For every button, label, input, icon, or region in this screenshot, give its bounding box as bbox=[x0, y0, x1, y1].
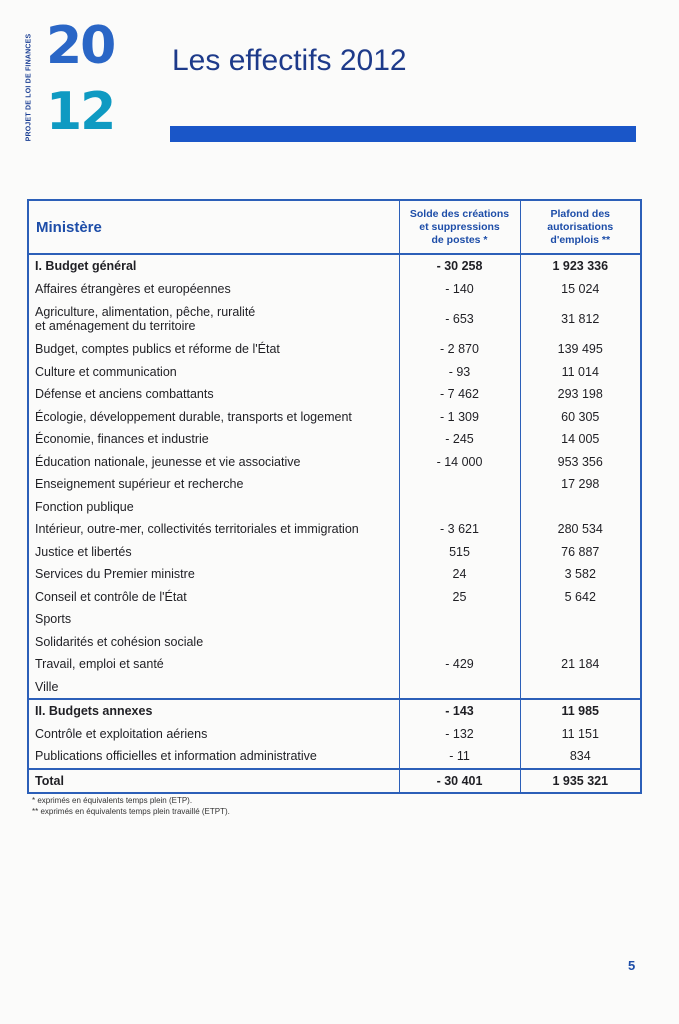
footnote-etp: * exprimés en équivalents temps plein (ETP). bbox=[32, 796, 193, 805]
ministry-cell: Budget, comptes publics et réforme de l'État bbox=[35, 342, 280, 357]
ceiling-cell: 1 935 321 bbox=[520, 769, 641, 793]
staffing-table bbox=[27, 199, 642, 794]
footnote-etpt: ** exprimés en équivalents temps plein travaillé (ETPT). bbox=[32, 807, 230, 816]
ministry-cell: Affaires étrangères et européennes bbox=[35, 281, 231, 296]
balance-cell: - 2 870 bbox=[399, 338, 520, 361]
table-row bbox=[28, 278, 641, 301]
balance-cell bbox=[399, 608, 520, 631]
table-row bbox=[28, 451, 641, 474]
ceiling-cell: 953 356 bbox=[520, 451, 641, 474]
ministry-cell: Ville bbox=[35, 679, 59, 694]
year-top: 20 bbox=[46, 16, 115, 76]
ministry-cell: Publications officielles et information administrative bbox=[35, 749, 317, 764]
ceiling-cell bbox=[520, 496, 641, 519]
title-bar bbox=[170, 126, 636, 142]
balance-cell: 515 bbox=[399, 541, 520, 564]
ceiling-cell: 3 582 bbox=[520, 563, 641, 586]
ministry-cell: Fonction publique bbox=[35, 499, 134, 514]
ministry-cell: Éducation nationale, jeunesse et vie associative bbox=[35, 454, 301, 469]
ministry-cell: Sports bbox=[35, 612, 72, 627]
ministry-cell: Contrôle et exploitation aériens bbox=[35, 726, 208, 741]
balance-cell: - 7 462 bbox=[399, 383, 520, 406]
total-row bbox=[28, 769, 641, 793]
ceiling-cell: 280 534 bbox=[520, 518, 641, 541]
year-bottom: 12 bbox=[46, 82, 115, 142]
table-row bbox=[28, 383, 641, 406]
table-row bbox=[28, 676, 641, 700]
table-row bbox=[28, 361, 641, 384]
ceiling-cell: 15 024 bbox=[520, 278, 641, 301]
balance-cell: - 3 621 bbox=[399, 518, 520, 541]
ceiling-cell bbox=[520, 608, 641, 631]
ceiling-cell: 834 bbox=[520, 745, 641, 769]
header-balance: Solde des créations et suppressions de postes * bbox=[399, 200, 520, 254]
ministry-cell: Intérieur, outre-mer, collectivités territoriales et immigration bbox=[35, 522, 359, 537]
ministry-cell: Enseignement supérieur et recherche bbox=[35, 477, 244, 492]
table-row bbox=[28, 586, 641, 609]
table-row bbox=[28, 563, 641, 586]
ministry-cell: Culture et communication bbox=[35, 364, 177, 379]
balance-cell: - 30 258 bbox=[399, 254, 520, 278]
ceiling-cell: 17 298 bbox=[520, 473, 641, 496]
page-title: Les effectifs 2012 bbox=[172, 44, 407, 77]
page-number: 5 bbox=[628, 958, 636, 973]
balance-cell: - 653 bbox=[399, 300, 520, 338]
ceiling-cell: 14 005 bbox=[520, 428, 641, 451]
balance-cell bbox=[399, 473, 520, 496]
ministry-cell: Économie, finances et industrie bbox=[35, 432, 209, 447]
balance-cell: - 30 401 bbox=[399, 769, 520, 793]
balance-cell: - 245 bbox=[399, 428, 520, 451]
ceiling-cell: 293 198 bbox=[520, 383, 641, 406]
ministry-cell: Services du Premier ministre bbox=[35, 567, 195, 582]
ceiling-cell: 11 985 bbox=[520, 699, 641, 723]
table-row bbox=[28, 608, 641, 631]
table-row bbox=[28, 518, 641, 541]
ministry-cell: Travail, emploi et santé bbox=[35, 657, 164, 672]
side-label-text: PROJET DE LOI DE FINANCES bbox=[25, 33, 33, 142]
balance-cell: 24 bbox=[399, 563, 520, 586]
ministry-cell: I. Budget général bbox=[35, 259, 137, 274]
table-row bbox=[28, 541, 641, 564]
balance-cell: - 132 bbox=[399, 723, 520, 746]
ceiling-cell: 76 887 bbox=[520, 541, 641, 564]
ministry-cell: Solidarités et cohésion sociale bbox=[35, 634, 204, 649]
ceiling-cell: 1 923 336 bbox=[520, 254, 641, 278]
ceiling-cell: 31 812 bbox=[520, 300, 641, 338]
balance-cell bbox=[399, 496, 520, 519]
ceiling-cell: 5 642 bbox=[520, 586, 641, 609]
ministry-cell: Agriculture, alimentation, pêche, ruralité et aménagement du territoire bbox=[35, 305, 256, 333]
table-row bbox=[28, 723, 641, 746]
footnotes bbox=[32, 795, 230, 817]
table-row bbox=[28, 428, 641, 451]
ceiling-cell: 11 151 bbox=[520, 723, 641, 746]
balance-cell: - 1 309 bbox=[399, 406, 520, 429]
table-row bbox=[28, 406, 641, 429]
balance-cell: - 429 bbox=[399, 653, 520, 676]
table-header-row bbox=[28, 200, 641, 254]
table-row bbox=[28, 699, 641, 723]
ministry-cell: Conseil et contrôle de l'État bbox=[35, 589, 187, 604]
balance-cell: - 11 bbox=[399, 745, 520, 769]
ministry-cell: Écologie, développement durable, transports et logement bbox=[35, 409, 352, 424]
table-row bbox=[28, 653, 641, 676]
balance-cell: 25 bbox=[399, 586, 520, 609]
ceiling-cell: 11 014 bbox=[520, 361, 641, 384]
ministry-cell: Total bbox=[28, 769, 399, 793]
table-row bbox=[28, 496, 641, 519]
table-row bbox=[28, 338, 641, 361]
ceiling-cell: 21 184 bbox=[520, 653, 641, 676]
header-ministry: Ministère bbox=[28, 200, 399, 254]
side-label bbox=[22, 30, 36, 145]
ministry-cell: Justice et libertés bbox=[35, 544, 132, 559]
ceiling-cell bbox=[520, 631, 641, 654]
balance-cell: - 14 000 bbox=[399, 451, 520, 474]
ministry-cell: Défense et anciens combattants bbox=[35, 387, 214, 402]
ceiling-cell bbox=[520, 676, 641, 700]
balance-cell: - 140 bbox=[399, 278, 520, 301]
header-ceiling: Plafond des autorisations d'emplois ** bbox=[520, 200, 641, 254]
balance-cell bbox=[399, 676, 520, 700]
table-row bbox=[28, 300, 641, 338]
ministry-cell: II. Budgets annexes bbox=[28, 699, 399, 723]
balance-cell: - 93 bbox=[399, 361, 520, 384]
table-row bbox=[28, 473, 641, 496]
balance-cell: - 143 bbox=[399, 699, 520, 723]
table-row bbox=[28, 254, 641, 278]
table-row bbox=[28, 631, 641, 654]
ceiling-cell: 139 495 bbox=[520, 338, 641, 361]
table-row bbox=[28, 745, 641, 769]
balance-cell bbox=[399, 631, 520, 654]
ceiling-cell: 60 305 bbox=[520, 406, 641, 429]
